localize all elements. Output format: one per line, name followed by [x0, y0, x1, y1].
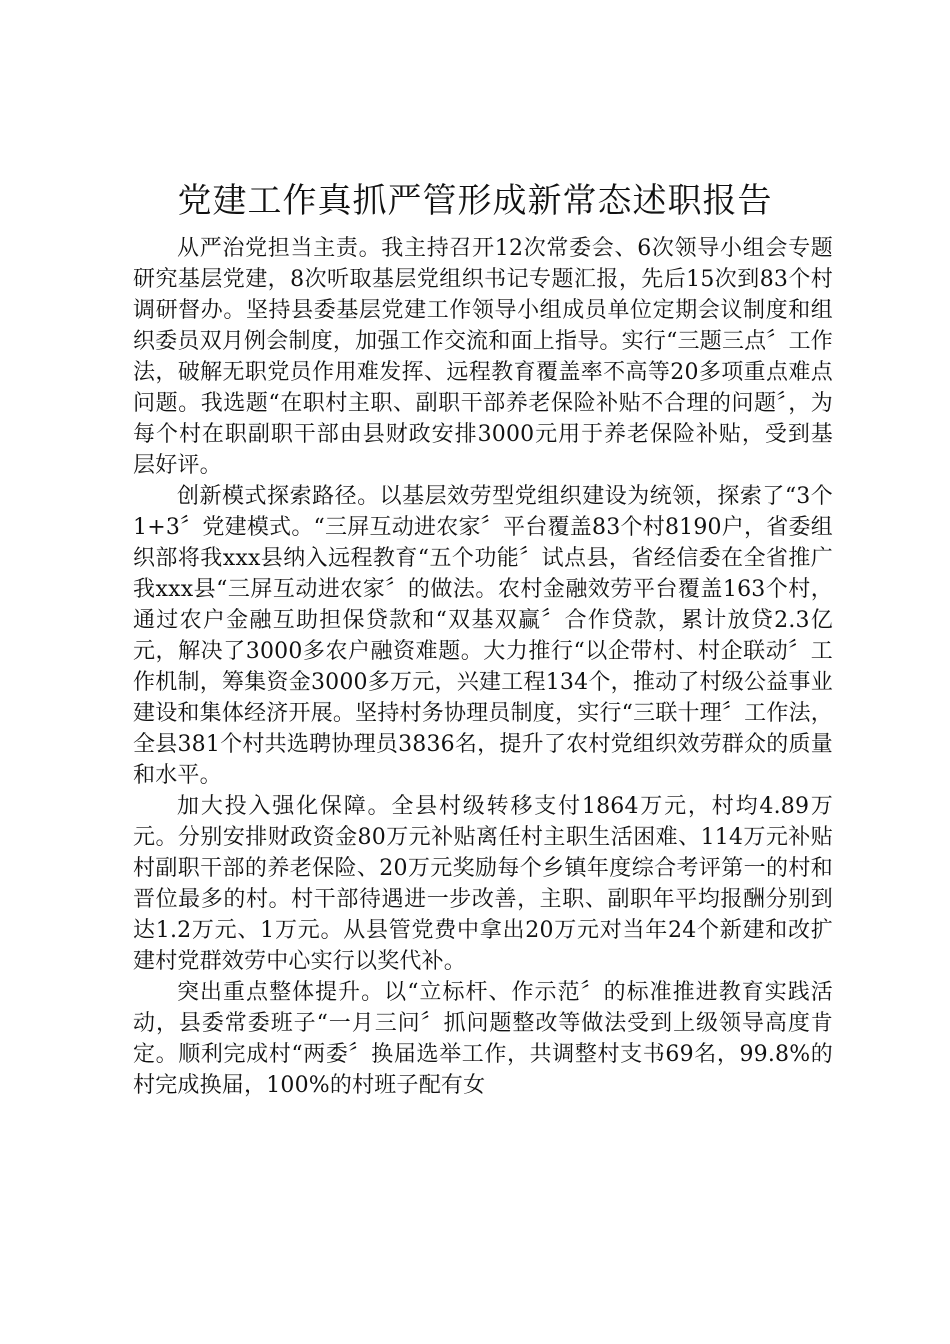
paragraph: 加大投入强化保障。全县村级转移支付1864万元，村均4.89万元。分别安排财政资金80万元补贴离任村主职生活困难、114万元补贴村副职干部的养老保险、20万元奖励每个乡镇年度综合考评第一的村和晋位最多的村。村干部待遇进一步改善，主职、副职年平均报酬分别到达1.2万元、1万元。从县管党费中拿出20万元对当年24个新建和改扩建村党群效劳中心实行以奖代补。: [133, 794, 833, 974]
paragraph: 从严治党担当主责。我主持召开12次常委会、6次领导小组会专题研究基层党建，8次听取基层党组织书记专题汇报，先后15次到83个村调研督办。坚持县委基层党建工作领导小组成员单位定期会议制度和组织委员双月例会制度，加强工作交流和面上指导。实行“三题三点〞工作法，破解无职党员作用难发挥、远程教育覆盖率不高等20多项重点难点问题。我选题“在职村主职、副职干部养老保险补贴不合理的问题〞，为每个村在职副职干部由县财政安排3000元用于养老保险补贴，受到基层好评。: [133, 236, 833, 478]
paragraph: 创新模式探索路径。以基层效劳型党组织建设为统领，探索了“3个1+3〞党建模式。“三屏互动进农家〞平台覆盖83个村8190户，省委组织部将我xxx县纳入远程教育“五个功能〞试点县，省经信委在全省推广我xxx县“三屏互动进农家〞的做法。农村金融效劳平台覆盖163个村，通过农户金融互助担保贷款和“双基双赢〞合作贷款，累计放贷2.3亿元，解决了3000多农户融资难题。大力推行“以企带村、村企联动〞工作机制，筹集资金3000多万元，兴建工程134个，推动了村级公益事业建设和集体经济开展。坚持村务协理员制度，实行“三联十理〞工作法，全县381个村共选聘协理员3836名，提升了农村党组织效劳群众的质量和水平。: [133, 484, 833, 788]
document-title: 党建工作真抓严管形成新常态述职报告: [177, 181, 773, 221]
document-body: [133, 233, 833, 1101]
paragraph: 突出重点整体提升。以“立标杆、作示范〞的标准推进教育实践活动，县委常委班子“一月三问〞抓问题整改等做法受到上级领导高度肯定。顺利完成村“两委〞换届选举工作，共调整村支书69名，99.8%的村完成换届，100%的村班子配有女: [133, 980, 833, 1098]
